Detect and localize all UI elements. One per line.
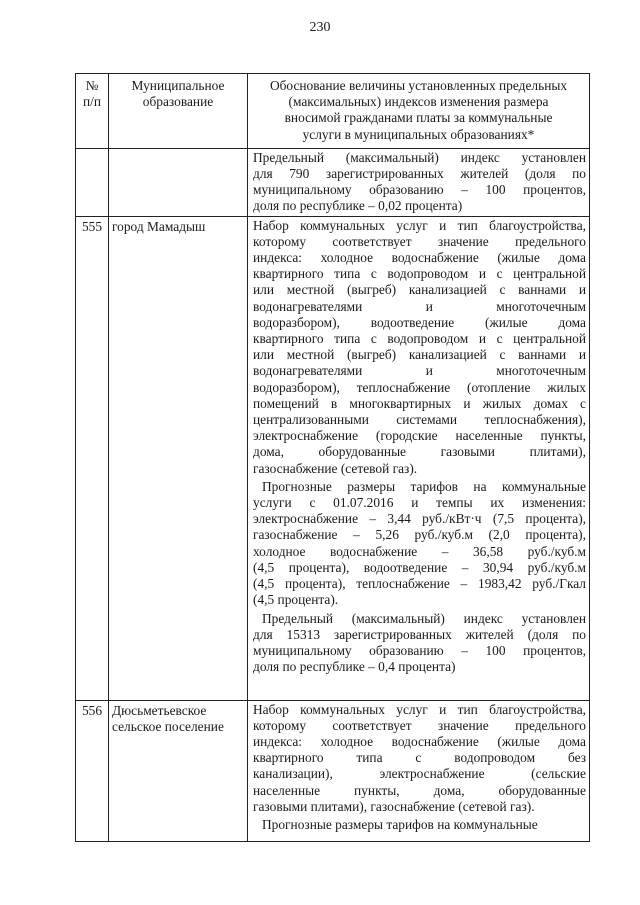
paragraph-line: доля по республике – 0,4 процента) <box>253 659 456 675</box>
paragraph-line: (4,5 процента), водоотведение – 30,94 руб./куб.м <box>253 559 586 575</box>
row-number-cell: 556 <box>76 700 109 841</box>
justification-cell <box>248 700 590 841</box>
justification-paragraph <box>253 611 586 676</box>
paragraph-line: индекса: холодное водоснабжение (жилые дома <box>253 734 586 750</box>
paragraph-line: Прогнозные размеры тарифов на коммунальные <box>262 478 586 494</box>
paragraph-line: газоснабжение – 5,26 руб./куб.м (2,0 процента), <box>253 527 586 543</box>
municipality-name-line: Дюсьметьевское <box>112 702 207 718</box>
paragraph-line: доля по республике – 0,02 процента) <box>253 198 463 214</box>
municipality-name-line: город Мамадыш <box>112 218 206 234</box>
municipality-name-line: сельское поселение <box>112 718 224 734</box>
table-row <box>76 148 590 216</box>
paragraph-line: услуги с 01.07.2016 и темпы их изменения: <box>253 495 586 511</box>
header-justification: Обоснование величины установленных предельных (максимальных) индексов изменения размера вносимой гражданами платы за коммунальные услуги в муниципальных образованиях* <box>248 74 590 149</box>
paragraph-line: водонагревателями и многоточечным <box>253 363 586 379</box>
paragraph-line: канализации), электроснабжение (сельские <box>253 766 586 782</box>
justification-paragraph <box>253 817 586 833</box>
paragraph-line: холодное водоснабжение – 36,58 руб./куб.м <box>253 543 586 559</box>
justification-paragraph <box>253 218 586 477</box>
paragraph-line: или местной (выгреб) канализацией с ваннами и <box>253 347 586 363</box>
paragraph-line: газовыми плитами), газоснабжение (сетевой газ). <box>253 798 535 814</box>
paragraph-line: Предельный (максимальный) индекс установлен <box>262 610 586 626</box>
paragraph-line: населенные пункты, дома, оборудованные <box>253 782 586 798</box>
paragraph-line: водонагревателями и многоточечным <box>253 298 586 314</box>
paragraph-line: электроснабжение (городские населенные пункты, <box>253 428 586 444</box>
paragraph-line: квартирного типа с водопроводом без <box>253 750 586 766</box>
paragraph-line: (4,5 процента), теплоснабжение – 1983,42 руб./Гкал <box>253 576 586 592</box>
paragraph-line: электроснабжение – 3,44 руб./кВт·ч (7,5 процента), <box>253 511 586 527</box>
justification-cell <box>248 148 590 216</box>
page-number: 230 <box>309 20 331 35</box>
paragraph-line: Прогнозные размеры тарифов на коммунальные <box>262 817 538 833</box>
table-header-row <box>76 74 590 149</box>
paragraph-line: квартирного типа с водопроводом и с центральной <box>253 266 586 282</box>
paragraph-line: для 790 зарегистрированных жителей (доля по <box>253 166 586 182</box>
paragraph-line: которому соответствует значение предельного <box>253 233 586 249</box>
paragraph-line: квартирного типа с водопроводом и с центральной <box>253 331 586 347</box>
paragraph-line: газоснабжение (сетевой газ). <box>253 460 418 476</box>
paragraph-line: муниципальному образованию – 100 процентов, <box>253 642 586 658</box>
row-number-cell <box>76 148 109 216</box>
row-number-cell: 555 <box>76 216 109 700</box>
justification-paragraph <box>253 702 586 815</box>
header-municipality: Муниципальное образование <box>109 74 248 149</box>
paragraph-line: водоразбором), теплоснабжение (отопление жилых <box>253 379 586 395</box>
paragraph-line: централизованными системами теплоснабжения), <box>253 412 586 428</box>
table-row <box>76 700 590 841</box>
paragraph-line: водоразбором), водоотведение (жилые дома <box>253 314 586 330</box>
paragraph-line: (4,5 процента). <box>253 592 339 608</box>
tariff-index-table <box>75 73 590 842</box>
paragraph-line: Предельный (максимальный) индекс установлен <box>253 149 586 165</box>
table-row <box>76 216 590 700</box>
paragraph-line: или местной (выгреб) канализацией с ваннами и <box>253 282 586 298</box>
paragraph-line: Набор коммунальных услуг и тип благоустройства, <box>253 217 586 233</box>
justification-cell <box>248 216 590 700</box>
municipality-cell <box>109 700 248 841</box>
justification-paragraph <box>253 479 586 609</box>
paragraph-line: для 15313 зарегистрированных жителей (доля по <box>253 626 586 642</box>
header-number: № п/п <box>76 74 109 149</box>
municipality-cell <box>109 216 248 700</box>
municipality-cell <box>109 148 248 216</box>
paragraph-line: индекса: холодное водоснабжение (жилые дома <box>253 250 586 266</box>
paragraph-line: помещений в многоквартирных и жилых домах с <box>253 395 586 411</box>
justification-paragraph <box>253 150 586 215</box>
paragraph-line: дома, оборудованные газовыми плитами), <box>253 444 586 460</box>
paragraph-line: которому соответствует значение предельного <box>253 717 586 733</box>
paragraph-line: Набор коммунальных услуг и тип благоустройства, <box>253 701 586 717</box>
paragraph-line: муниципальному образованию – 100 процентов, <box>253 182 586 198</box>
